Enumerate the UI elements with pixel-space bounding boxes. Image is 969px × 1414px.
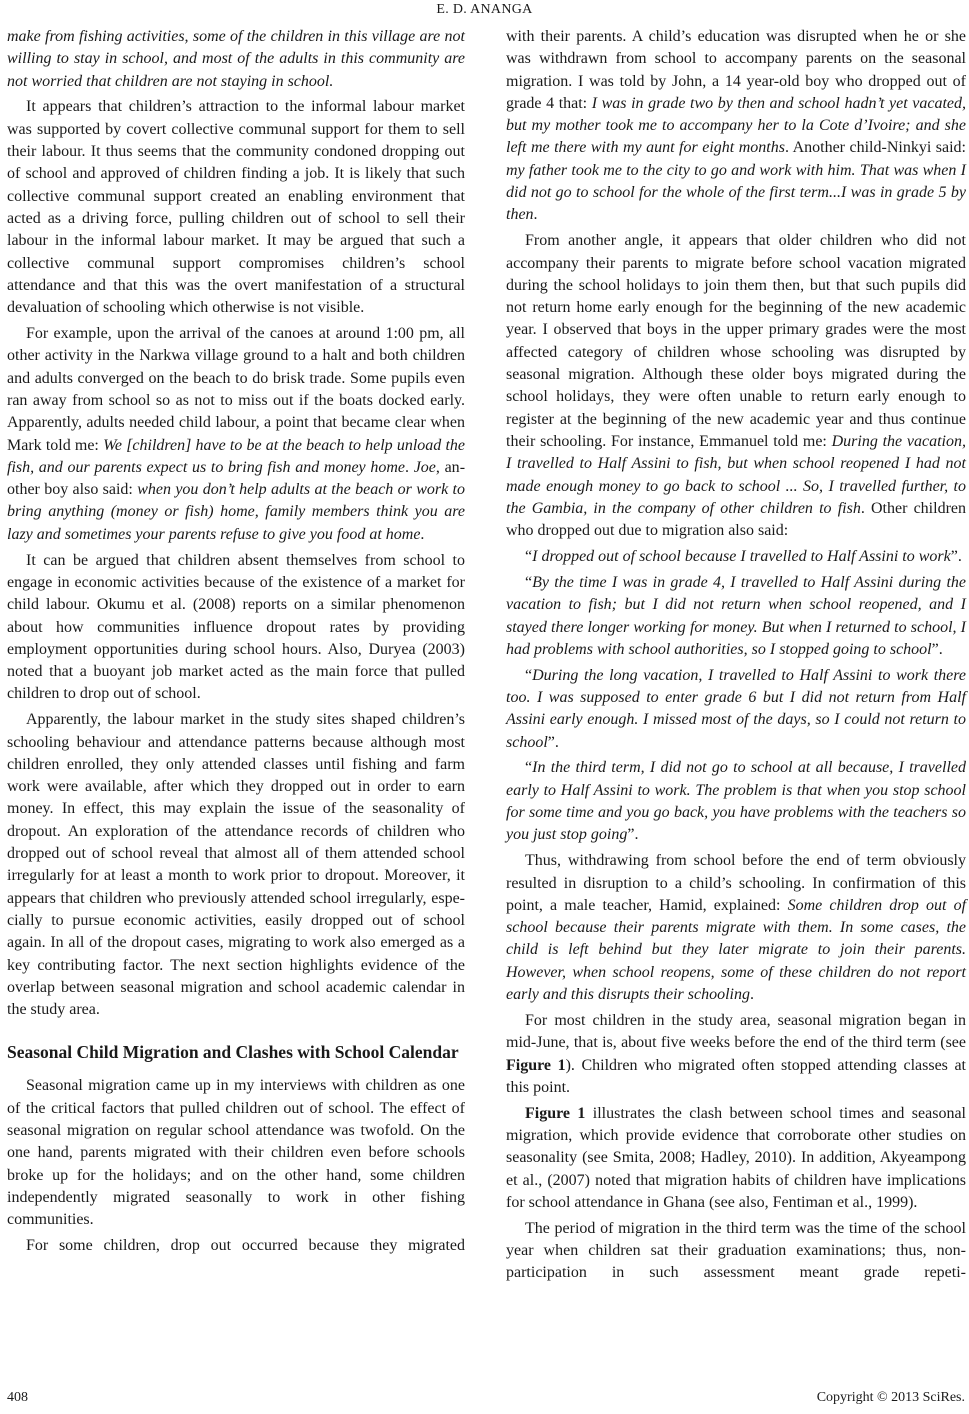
paragraph: [506, 1103, 966, 1214]
text-run: “: [525, 573, 533, 591]
paragraph: [506, 757, 966, 846]
text-run: From another angle, it appears that older children who did not accompany their parents to migrate before school vacation migrated during the school holidays to join them then, but that such pupils did not return home early enough for the beginning of the new academic year. I observed that boys in the upper primary grades were the most affected category of children whose schooling was disrupted by seasonal migration. Although these older boys migrated during the school holidays, they were often unable to return early enough to register at the beginning of the new academic year and thus continue their schooling. For instance, Emmanuel told me:: [506, 232, 966, 450]
paragraph: [7, 96, 465, 319]
text-run: . Other children who dropped out due to migration also said:: [506, 499, 967, 540]
text-run: with their parents. A child’s education was disrupted when he or she was withdrawn from school to accompany parents on the seasonal migration. I was told by John, a 14 year-old boy who dropped out of grade 4 that:: [506, 28, 966, 112]
text-run: ”.: [950, 548, 962, 566]
italic-text: During the vacation, I travelled to Half Assini to fish, but when school reopened I had not made enough money to go back to school ... So, I travelled further, to the Gambia, in the company of other children to fish: [506, 432, 966, 517]
text-run: .: [750, 986, 754, 1004]
text-run: Seasonal migration came up in my interviews with children as one of the critical factors that pulled children out of school. The effect of seasonal migration on regular school attendance was twofold. On the one hand, parents migrated with their children even before schools broke up for the holidays; and on the other hand, some children independently migrated seasonally to work in other fishing communities.: [7, 1077, 465, 1229]
paragraph: [506, 26, 966, 227]
italic-text: Some children drop out of school because their parents migrate with them. In some cases, the child is left behind but they later migrate to join their parents. However, when school reopens, some of these children do not report early and this disrupts their schooling: [506, 896, 967, 1004]
paragraph: [506, 850, 966, 1006]
text-run: .: [405, 458, 414, 476]
running-head: E. D. ANANGA: [436, 2, 533, 17]
text-run: .: [420, 525, 425, 543]
text-run: Apparently, the labour market in the study sites shaped children’s schooling behaviour and attendance patterns because although most children enrolled, they only attended classes until fishing and farm work were available, after which they dropped out in order to earn money. In effect, this may explain the issue of the seasonality of dropout. An exploration of the attendance records of children who dropped out of school reveal that almost all of them attended school irregularly for at least a month to work prior to dropout. Moreover, it appears that children who previously attended school irregularly, especially to pursue economic activities, easily dropped out of school again. In all of the dropout cases, migrating to work also emerged as a key contributing factor. The next section highlights evidence of the overlap between seasonal migration and school academic calendar in the study area.: [7, 711, 465, 1019]
text-run: ”.: [547, 733, 559, 751]
italic-text: During the long vacation, I travelled to Half Assini to work there too. I was supposed to enter grade 6 but I did not return from Half Assini early enough. I missed most of the days, so I could not return to school: [506, 666, 966, 751]
paragraph: [506, 230, 966, 542]
page-number: 408: [7, 1390, 28, 1405]
text-run: “: [525, 759, 533, 777]
paragraph: [506, 665, 966, 754]
text-run: “: [525, 548, 533, 566]
paragraph: [506, 572, 966, 661]
italic-text: I was in grade two by then and school hadn’t yet vacated, but my mother took me to accompany her to la Cote d’Ivoire; and she left me there with my aunt for eight months: [506, 94, 966, 157]
italic-text: make from fishing activities, some of the children in this village are not willing to stay in school, and most of the adults in this community are not worried that children are not staying in school.: [7, 28, 465, 90]
text-run: “: [525, 666, 533, 684]
paragraph: [506, 1218, 966, 1285]
text-run: illustrates the clash between school times and seasonal migration, which provide evidence that corroborate other studies on seasonality (see Smita, 2008; Hadley, 2010). In addition, Akyeampong et al., (2007) noted that migration habits of children have implications for school attendance in Ghana (see also, Fentiman et al., 1999).: [506, 1104, 967, 1211]
text-run: For example, upon the arrival of the canoes at around 1:00 pm, all other activity in the Narkwa village ground to a halt and both children and adults converged on the beach to do brisk trade. Some pupils even ran away from school so as not to miss out if the boats docked early. Apparently, adults needed child labour, a point that became clear when Mark told me:: [7, 325, 465, 454]
right-column: [506, 26, 966, 1288]
paragraph: [7, 26, 465, 93]
text-run: Thus, withdrawing from school before the end of term obviously resulted in disruption to a child’s schooling. In confirmation of this point, a male teacher, Hamid, explained:: [506, 852, 966, 914]
paragraph: [7, 550, 465, 706]
italic-text: We [children] have to be at the beach to help unload the fish, and our parents expect us to bring fish and money home: [7, 436, 465, 476]
text-run: ). Children who migrated often stopped attending classes at this point.: [506, 1056, 966, 1096]
copyright-notice: Copyright © 2013 SciRes.: [816, 1390, 965, 1405]
text-run: ”.: [931, 640, 943, 658]
italic-text: By the time I was in grade 4, I travelled to Half Assini during the vacation to fish; but I did not return when school reopened, and I stayed there longer working for money. But when I returned to school, I had problems with school authorities, so I stopped going to school: [506, 573, 966, 658]
text-run: The period of migration in the third term was the time of the school year when children sat their graduation examinations; thus, non-participation in such assessment meant grade repeti-: [506, 1219, 966, 1282]
italic-text: when you don’t help adults at the beach or work to bring anything (money or fish) home, family members think you are lazy and sometimes your parents refuse to give you food at home: [7, 481, 465, 543]
section-heading: Seasonal Child Migration and Clashes with School Calendar: [7, 1042, 459, 1063]
italic-text: Joe: [413, 458, 436, 476]
text-run: It can be argued that children absent themselves from school to engage in economic activities because of the existence of a market for child labour. Okumu et al. (2008) reports on a similar phenomenon about how communities influence dropout rates by providing employment opportunities during school hours. Also, Duryea (2003) noted that a buoyant job market acted as the main force that pulled children to drop out of school.: [7, 551, 465, 703]
bold-text: Figure 1: [506, 1056, 566, 1074]
italic-text: In the third term, I did not go to school at all because, I travelled early to Half Assini to work. The problem is that when you stop school for some time and you go back, you have problems with the teachers so you just stop going: [506, 759, 966, 844]
italic-text: I dropped out of school because I travelled to Half Assini to work: [532, 548, 951, 566]
right-paragraphs: [506, 26, 966, 1285]
left-paragraphs-after-heading: [7, 1075, 465, 1257]
paragraph: [506, 546, 966, 568]
italic-text: my father took me to the city to go and work with him. That was when I did not go to school for the whole of the first term...I was in grade 5 by then: [506, 161, 966, 224]
bold-text: Figure 1: [525, 1104, 586, 1122]
paragraph: [7, 709, 465, 1021]
paragraph: [7, 323, 465, 546]
text-run: ”.: [627, 826, 639, 844]
text-run: . Another child-Ninkyi said:: [784, 139, 966, 157]
text-run: For most children in the study area, seasonal migration began in mid-June, that is, about five weeks before the end of the third term (see: [506, 1011, 966, 1052]
text-run: For some children, drop out occurred because they migrated: [26, 1237, 465, 1255]
left-column: [7, 26, 465, 1261]
paragraph: [7, 1075, 465, 1231]
left-paragraphs: [7, 26, 465, 1021]
text-run: .: [533, 206, 538, 224]
paragraph: [7, 1235, 465, 1257]
text-run: It appears that children’s attraction to the informal labour market was supported by covert collective communal support for them to sell their labour. It thus seems that the community condoned dropping out of school and approved of children finding a job. It is likely that such collective communal support created an enabling environment that acted as a driving force, pulling children out of school to sell their labour in the informal labour market. It may be argued that such a collective communal support compromises children’s school attendance and that this was the overt manifestation of a structural devaluation of schooling which otherwise is not visible.: [7, 98, 465, 317]
text-run: , another boy also said:: [7, 458, 466, 499]
paragraph: [506, 1010, 966, 1099]
